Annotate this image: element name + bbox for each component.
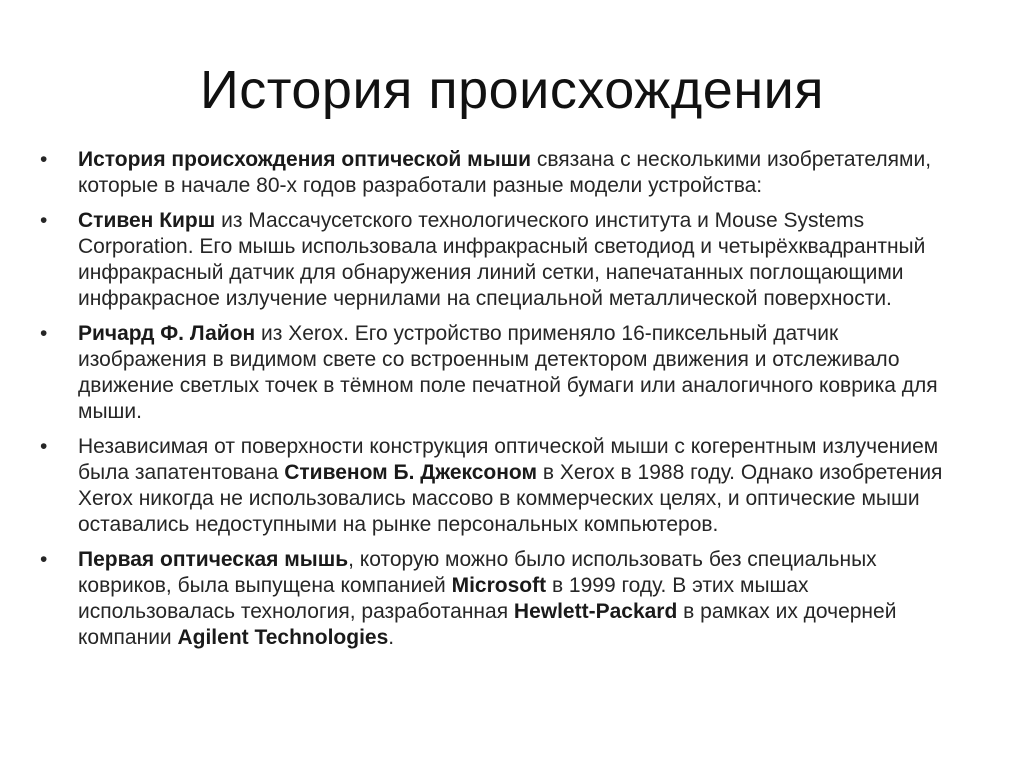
bullet-text-run: из Массачусетского технологического института и Mouse Systems Corporation. Его мышь использовала инфракрасный светодиод и четырёхквадрантный инфракрасный датчик для обнаружения линий сетки, напечатанных поглощающими инфракрасное излучение чернилами на специальной металлической поверхности.: [78, 209, 926, 310]
bullet-text-run: Hewlett-Packard: [513, 600, 678, 623]
bullet-text-run: в рамках их дочерней компании: [78, 600, 897, 649]
bullet-text-run: Первая оптическая мышь: [78, 548, 349, 571]
bullet-text-run: Agilent Technologies: [177, 626, 389, 649]
bullet-text-run: связана с несколькими изобретателями, которые в начале 80-х годов разработали разные модели устройства:: [78, 148, 932, 197]
bullet-item: [40, 434, 970, 538]
bullet-text-run: .: [388, 626, 395, 649]
bullet-icon: •: [40, 148, 48, 171]
bullet-item: [40, 147, 970, 199]
bullet-text-run: Microsoft: [451, 574, 547, 597]
bullet-list: [40, 147, 970, 660]
slide-title: История происхождения: [199, 60, 825, 120]
bullet-text-run: Стивен Кирш: [78, 209, 216, 232]
bullet-text-run: , которую можно было использовать без специальных ковриков, была выпущена компанией: [78, 548, 877, 597]
bullet-text-run: в Xerox в 1988 году. Однако изобретения Xerox никогда не использовались массово в коммерческих целях, и оптические мыши оставались недоступными на рынке персональных компьютеров.: [78, 461, 943, 536]
bullet-icon: •: [40, 435, 48, 458]
bullet-text-run: из Xerox. Его устройство применяло 16-пиксельный датчик изображения в видимом свете со встроенным детектором движения и отслеживало движение светлых точек в тёмном поле печатной бумаги или аналогичного коврика для мыши.: [78, 322, 938, 423]
bullet-text-run: Стивеном Б. Джексоном: [284, 461, 538, 484]
bullet-icon: •: [40, 209, 48, 232]
bullet-item: [40, 547, 970, 651]
bullet-text-run: Ричард Ф. Лайон: [78, 322, 256, 345]
bullet-text-run: История происхождения оптической мыши: [78, 148, 532, 171]
bullet-item: [40, 208, 970, 312]
bullet-icon: •: [40, 322, 48, 345]
bullet-item: [40, 321, 970, 425]
bullet-icon: •: [40, 548, 48, 571]
bullet-text-run: в 1999 году. В этих мышах использовалась технология, разработанная: [78, 574, 809, 623]
bullet-text-run: Независимая от поверхности конструкция оптической мыши с когерентным излучением была запатентована: [78, 435, 939, 484]
